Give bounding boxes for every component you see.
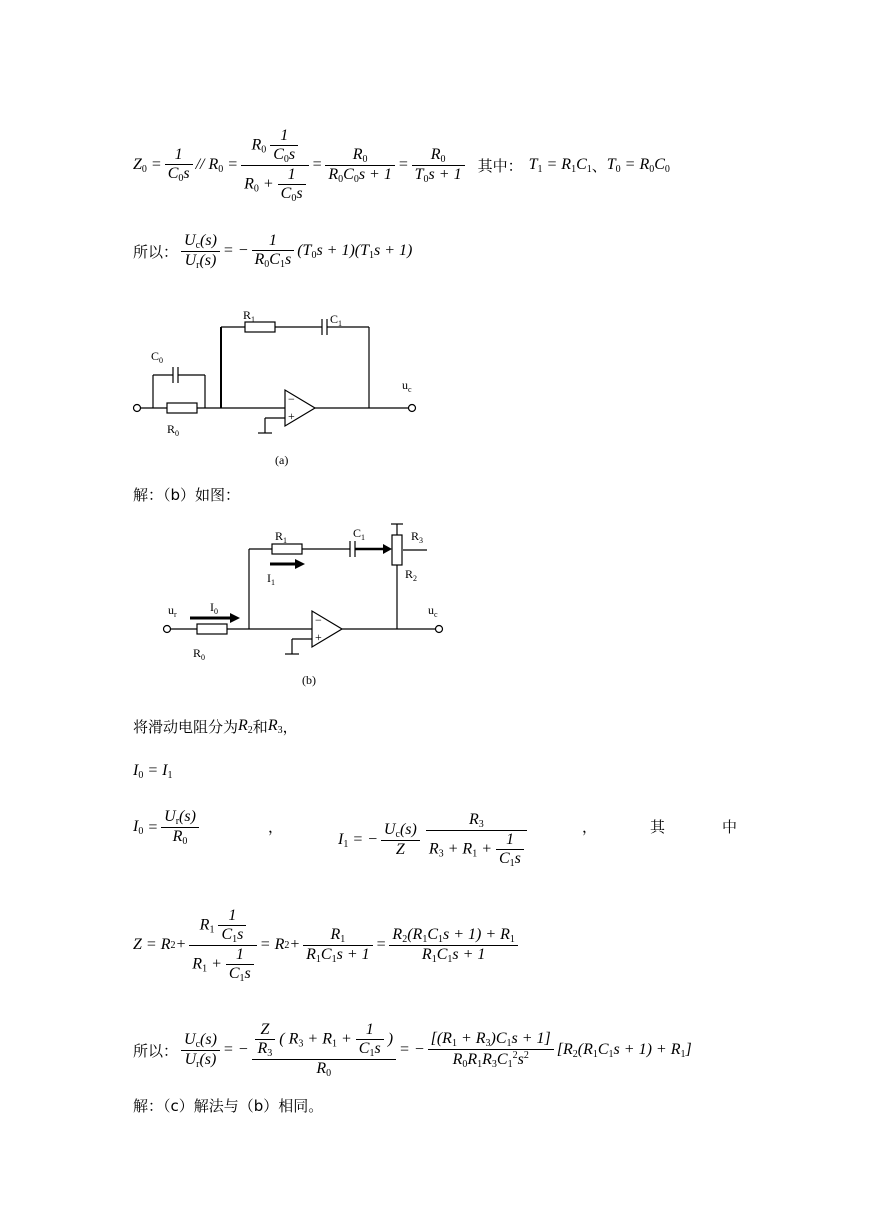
comma-3: ， — [582, 818, 598, 836]
opamp-minus-b: − — [315, 613, 322, 627]
equation-z: Z = R 2 + $R_1$ $\frac{1}{C_1s}$ $R_1$ + $\frac{1}{C_1s}$ = R 2 + $\frac{R_1}{R_1C_1s + 1}$ = $\frac{R_2(R_1C_1s + 1) + R_1}{R_1C_1s + 1}$ — [133, 900, 521, 990]
solution-c-text: 解：（c）解法与（b）相同。 — [133, 1097, 324, 1115]
split-resistor-line: 将滑动电阻分为 $R_2$ 和 $R_3$ ， — [133, 717, 298, 736]
qi-char: 其 — [650, 818, 666, 836]
label-r3: $R_3$ — [411, 529, 424, 545]
equation-i0: $I_0$ = $\frac{U_r(s)}{R_0}$ — [133, 805, 202, 850]
circuit-diagram-a — [125, 305, 425, 470]
label-c1-b: $C_1$ — [353, 526, 366, 542]
figure-b-caption: (b) — [302, 673, 316, 687]
label-i1: $I_1$ — [267, 571, 275, 587]
label-r1-b: $R_1$ — [275, 529, 288, 545]
label-ur: $u_r$ — [168, 603, 177, 619]
comma-2: ， — [268, 818, 284, 836]
label-c1: $C_1$ — [330, 312, 343, 328]
equation-z0: $Z_0$ = $\frac{1}{C_0s}$ // $R_0$ = $R_0$ $\frac{1}{C_0s}$ $R_0$ + $\frac{1}{C_0s}$ = $\frac{R_0}{R_0C_0s + 1}$ = $\frac{R_0}{T_0s + 1}$ 其中： $T_1 = R_1C_1$ 、 $T_0 = R_0C_0$ — [133, 126, 670, 204]
circuit-diagram-b — [155, 520, 455, 695]
among-label: 其中： — [477, 156, 523, 175]
so-label-2: 所以： — [133, 1041, 179, 1060]
equation-i1: $I_1$ = − $\frac{U_c(s)}{Z}$ $R_3$ $R_3 + R_1$ + $\frac{1}{C_1s}$ — [338, 805, 530, 875]
equation-i0-i1: $I_0 = I_1$ — [133, 762, 173, 781]
label-i0: $I_0$ — [210, 600, 218, 616]
equation-transfer-a: 所以： $\frac{U_c(s)}{U_r(s)}$ = − $\frac{1}{R_0C_1s}$ $(T_0s + 1)(T_1s + 1)$ — [133, 231, 413, 271]
so-label-1: 所以： — [133, 242, 179, 261]
opamp-plus-b: + — [315, 630, 322, 644]
solution-b-header: 解：（b）如图： — [133, 486, 241, 504]
opamp-plus: + — [288, 409, 295, 423]
label-r2: $R_2$ — [405, 567, 418, 583]
zhong-char: 中 — [722, 818, 738, 836]
label-r0-b: $R_0$ — [193, 646, 206, 662]
label-uc: $u_c$ — [402, 378, 412, 394]
label-r1: $R_1$ — [243, 308, 256, 324]
label-c0: $C_0$ — [151, 349, 164, 365]
equation-transfer-b: 所以： $\frac{U_c(s)}{U_r(s)}$ = − $\frac{Z}{R_3}$ ( $R_3 + R_1$ + $\frac{1}{C_1s}$ ) $R_0$ = − $\frac{[(R_1 + R_3)C_1s + 1]}{R_0R_1R_3C_1^2s^2}$ $[R_2(R_1C_1s + 1) + R_1]$ — [133, 1021, 692, 1079]
label-r0: $R_0$ — [167, 422, 180, 438]
figure-a-caption: (a) — [275, 453, 289, 467]
label-uc-b: $u_c$ — [428, 603, 438, 619]
separator: 、 — [591, 156, 607, 175]
opamp-minus: − — [288, 392, 295, 406]
